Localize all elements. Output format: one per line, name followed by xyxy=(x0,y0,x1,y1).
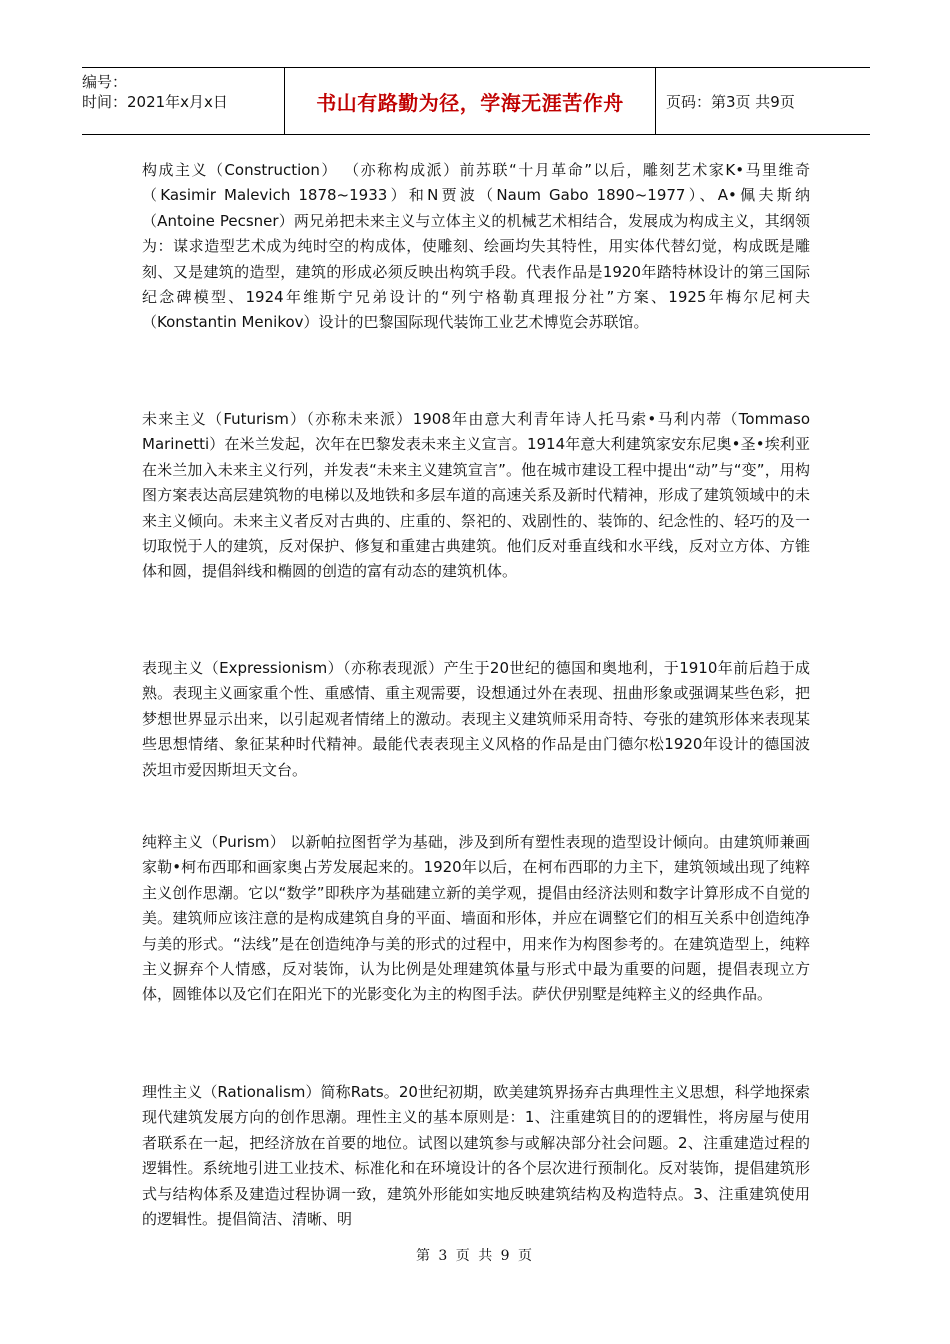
paragraph-rationalism: 理性主义（Rationalism）简称Rats。20世纪初期，欧美建筑界扬弃古典理性主义思想，科学地探索现代建筑发展方向的创作思潮。理性主义的基本原则是：1、注重建筑目的的逻辑性，将房屋与使用者联系在一起，把经济放在首要的地位。试图以建筑参与或解决部分社会问题。2、注重建造过程的逻辑性。系统地引进工业技术、标准化和在环境设计的各个层次进行预制化。反对装饰，提倡建筑形式与结构体系及建造过程协调一致，建筑外形能如实地反映建筑结构及构造特点。3、注重建筑使用的逻辑性。提倡简洁、清晰、明 xyxy=(142,1083,810,1229)
paragraph-purism: 纯粹主义（Purism） 以新帕拉图哲学为基础，涉及到所有塑性表现的造型设计倾向。由建筑师兼画家勒•柯布西耶和画家奥占芳发展起来的。1920年以后，在柯布西耶的力主下，建筑领域出现了纯粹主义创作思潮。它以“数学”即秩序为基础建立新的美学观，提倡由经济法则和数字计算形成不自觉的美。建筑师应该注意的是构成建筑自身的平面、墙面和形体，并应在调整它们的相互关系中创造纯净与美的形式。“法线”是在创造纯净与美的形式的过程中，用来作为构图参考的。在建筑造型上，纯粹主义摒弃个人情感，反对装饰，认为比例是处理建筑体量与形式中最为重要的问题，提倡表现立方体，圆锥体以及它们在阳光下的光影变化为主的构图手法。萨伏伊别墅是纯粹主义的经典作品。 xyxy=(142,833,810,1004)
header-meta xyxy=(82,68,284,134)
document-date: 时间：2021年x月x日 xyxy=(82,93,228,111)
document-header xyxy=(82,67,870,135)
header-motto: 书山有路勤为径，学海无涯苦作舟 xyxy=(284,68,656,134)
paragraph-expressionism: 表现主义（Expressionism）（亦称表现派）产生于20世纪的德国和奥地利，于1910年前后趋于成熟。表现主义画家重个性、重感情、重主观需要，设想通过外在表现、扭曲形象或强调某些色彩，把梦想世界显示出来，以引起观者情绪上的激动。表现主义建筑师采用奇特、夸张的建筑形体来表现某些思想情绪、象征某种时代精神。最能代表表现主义风格的作品是由门德尔松1920年设计的德国波茨坦市爱因斯坦天文台。 xyxy=(142,659,810,779)
paragraph-futurism: 未来主义（Futurism）（亦称未来派）1908年由意大利青年诗人托马索•马利内蒂（Tommaso Marinetti）在米兰发起，次年在巴黎发表未来主义宣言。1914年意大利建筑家安东尼奥•圣•埃利亚在米兰加入未来主义行列，并发表“未来主义建筑宣言”。他在城市建设工程中提出“动”与“变”，用构图方案表达高层建筑物的电梯以及地铁和多层车道的高速关系及新时代精神，形成了建筑领域中的未来主义倾向。未来主义者反对古典的、庄重的、祭祀的、戏剧性的、装饰的、纪念性的、轻巧的及一切取悦于人的建筑，反对保护、修复和重建古典建筑。他们反对垂直线和水平线，反对立方体、方锥体和圆，提倡斜线和椭圆的创造的富有动态的建筑机体。 xyxy=(142,410,810,581)
document-number: 编号： xyxy=(82,73,128,91)
header-page-info: 页码：第3页 共9页 xyxy=(666,92,795,111)
page-footer: 第 3 页 共 9 页 xyxy=(415,1248,535,1264)
paragraph-constructivism: 构成主义（Construction） （亦称构成派）前苏联“十月革命”以后，雕刻艺术家K•马里维奇（Kasimir Malevich 1878~1933）和N贾波（Naum Gabo 1890~1977）、A•佩夫斯纳（Antoine Pecsner）两兄弟把未来主义与立体主义的机械艺术相结合，发展成为构成主义，其纲领为：谋求造型艺术成为纯时空的构成体，使雕刻、绘画均失其特性，用实体代替幻觉，构成既是雕刻、又是建筑的造型，建筑的形成必须反映出构筑手段。代表作品是1920年踏特林设计的第三国际纪念碑模型、1924年维斯宁兄弟设计的“列宁格勒真理报分社”方案、1925年梅尔尼柯夫（Konstantin Menikov）设计的巴黎国际现代装饰工业艺术博览会苏联馆。 xyxy=(142,161,810,332)
